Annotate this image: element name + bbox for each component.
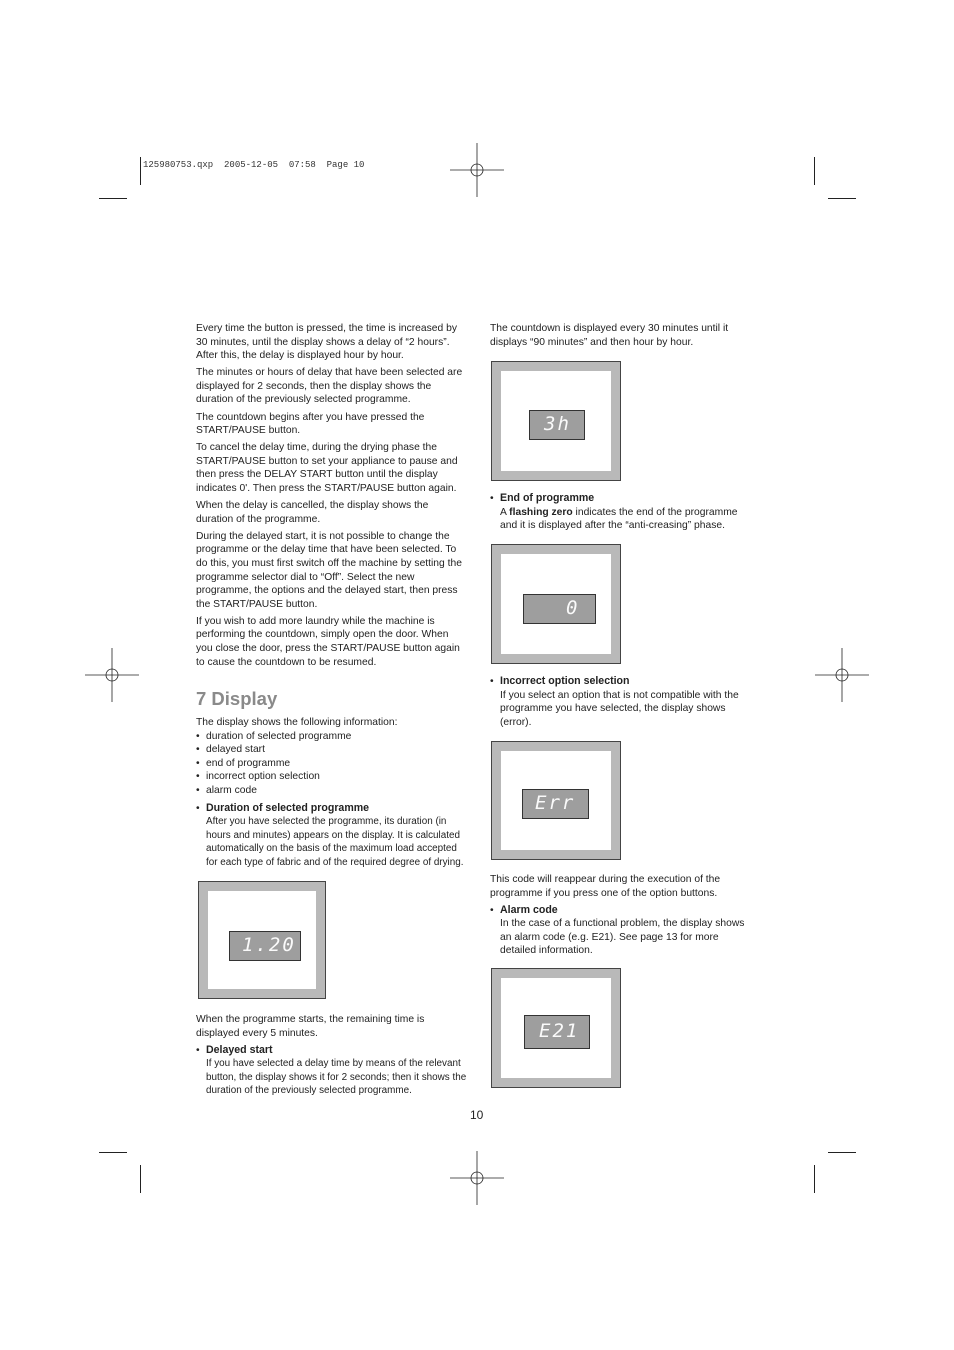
end-text: A flashing zero indicates the end of the programme and it is displayed after the “anti-creasing” phase. [500,506,738,532]
page-number: 10 [470,1108,484,1122]
file-slug: 125980753.qxp 2005-12-05 07:58 Page 10 [143,160,365,170]
list-item: • delayed start [196,743,468,757]
incorrect-text: If you select an option that is not compatible with the programme you have selected, the display shows (error). [500,689,739,728]
display-panel-duration [198,881,326,999]
crop-mark [99,1152,127,1153]
paragraph: The minutes or hours of delay that have been selected are displayed for 2 seconds, then the display shows the duration of the previously selected programme. [196,367,463,406]
countdown-text: The countdown is displayed every 30 minutes until it displays “90 minutes” and then hour by hour. [490,323,729,348]
display-panel-error [491,741,621,860]
registration-mark [815,648,869,702]
paragraph: If you wish to add more laundry while the machine is performing the countdown, simply open the door. When you close the door, press the START/PAUSE button again to cause the countdown to be resumed. [196,615,460,668]
left-column-bottom [196,1013,468,1098]
display-panel-delay [491,361,621,481]
paragraph: To cancel the delay time, during the drying phase the START/PAUSE button to set your appliance to pause and then press the DELAY START button until the display indicates 0'. Then press the START/PAUSE button again. [196,442,458,495]
end-heading: End of programme [500,492,595,504]
right-column-bottom [490,873,755,958]
list-item: • incorrect option selection [196,770,468,784]
registration-mark [85,648,139,702]
duration-heading: Duration of selected programme [206,801,370,814]
display-panel-alarm [491,968,621,1088]
alarm-subsection: • Alarm code In the case of a functional problem, the display shows an alarm code (e.g. E21). See page 13 for more detailed information. [490,904,755,958]
duration-subsection: • Duration of selected programme After you have selected the programme, its duration (in hours and minutes) appears on the display. It is calculated automatically on the basis of the maximum load accepted for each type of fabric and of the required degree of drying. [196,802,468,870]
lcd-readout: 1.20 [229,931,301,961]
crop-mark [814,157,815,185]
alarm-heading: Alarm code [500,903,558,916]
incorrect-subsection: • Incorrect option selection If you select an option that is not compatible with the programme you have selected, the display shows (error). [490,675,755,729]
info-list [196,730,468,798]
delayed-text: If you have selected a delay time by means of the relevant button, the display shows it for 2 seconds; then it shows the duration of the previously selected programme. [206,1058,467,1097]
end-subsection: • End of programme A flashing zero indicates the end of the programme and it is displayed after the “anti-creasing” phase. [490,492,755,533]
delayed-heading: Delayed start [206,1043,273,1056]
reappear-text: This code will reappear during the execution of the programme if you press one of the option buttons. [490,874,721,899]
lcd-readout: 3h [529,410,585,440]
crop-mark [140,1165,141,1193]
registration-mark [450,143,504,197]
paragraph: During the delayed start, it is not possible to change the programme or the delay time that have been selected. To do this, you must first switch off the machine by setting the programme selector dial to “Off”. Select the new programme, the options and the delayed start, then press the START/PAUSE button. [196,530,462,610]
crop-mark [99,198,127,199]
paragraph: When the delay is cancelled, the display shows the duration of the programme. [196,500,429,525]
left-column-text [196,322,466,673]
registration-mark [450,1151,504,1205]
lcd-readout: 0 [523,594,596,624]
section-title: 7 Display [196,688,278,709]
duration-text: After you have selected the programme, its duration (in hours and minutes) appears on the display. It is calculated automatically on the basis of the maximum load accepted for each type of fabric and of the required degree of drying. [206,816,464,868]
crop-mark [814,1165,815,1193]
after-start-text: When the programme starts, the remaining time is displayed every 5 minutes. [196,1014,425,1039]
paragraph: The countdown begins after you have pressed the START/PAUSE button. [196,411,425,437]
lcd-readout: Err [522,789,589,819]
crop-mark [140,157,141,185]
display-info-block [196,716,468,870]
list-item: • alarm code [196,784,468,798]
alarm-text: In the case of a functional problem, the display shows an alarm code (e.g. E21). See page 13 for more detailed information. [500,918,745,957]
paragraph: Every time the button is pressed, the time is increased by 30 minutes, until the display shows a delay of “2 hours”. After this, the delay is displayed hour by hour. [196,323,457,362]
crop-mark [828,1152,856,1153]
list-item: • duration of selected programme [196,730,468,744]
crop-mark [828,198,856,199]
list-item: • end of programme [196,757,468,771]
display-panel-end [491,544,621,664]
intro-text: The display shows the following information: [196,717,398,728]
incorrect-heading: Incorrect option selection [500,675,630,687]
delayed-subsection: • Delayed start If you have selected a delay time by means of the relevant button, the display shows it for 2 seconds; then it shows the duration of the previously selected programme. [196,1043,467,1097]
lcd-readout: E21 [524,1015,590,1049]
